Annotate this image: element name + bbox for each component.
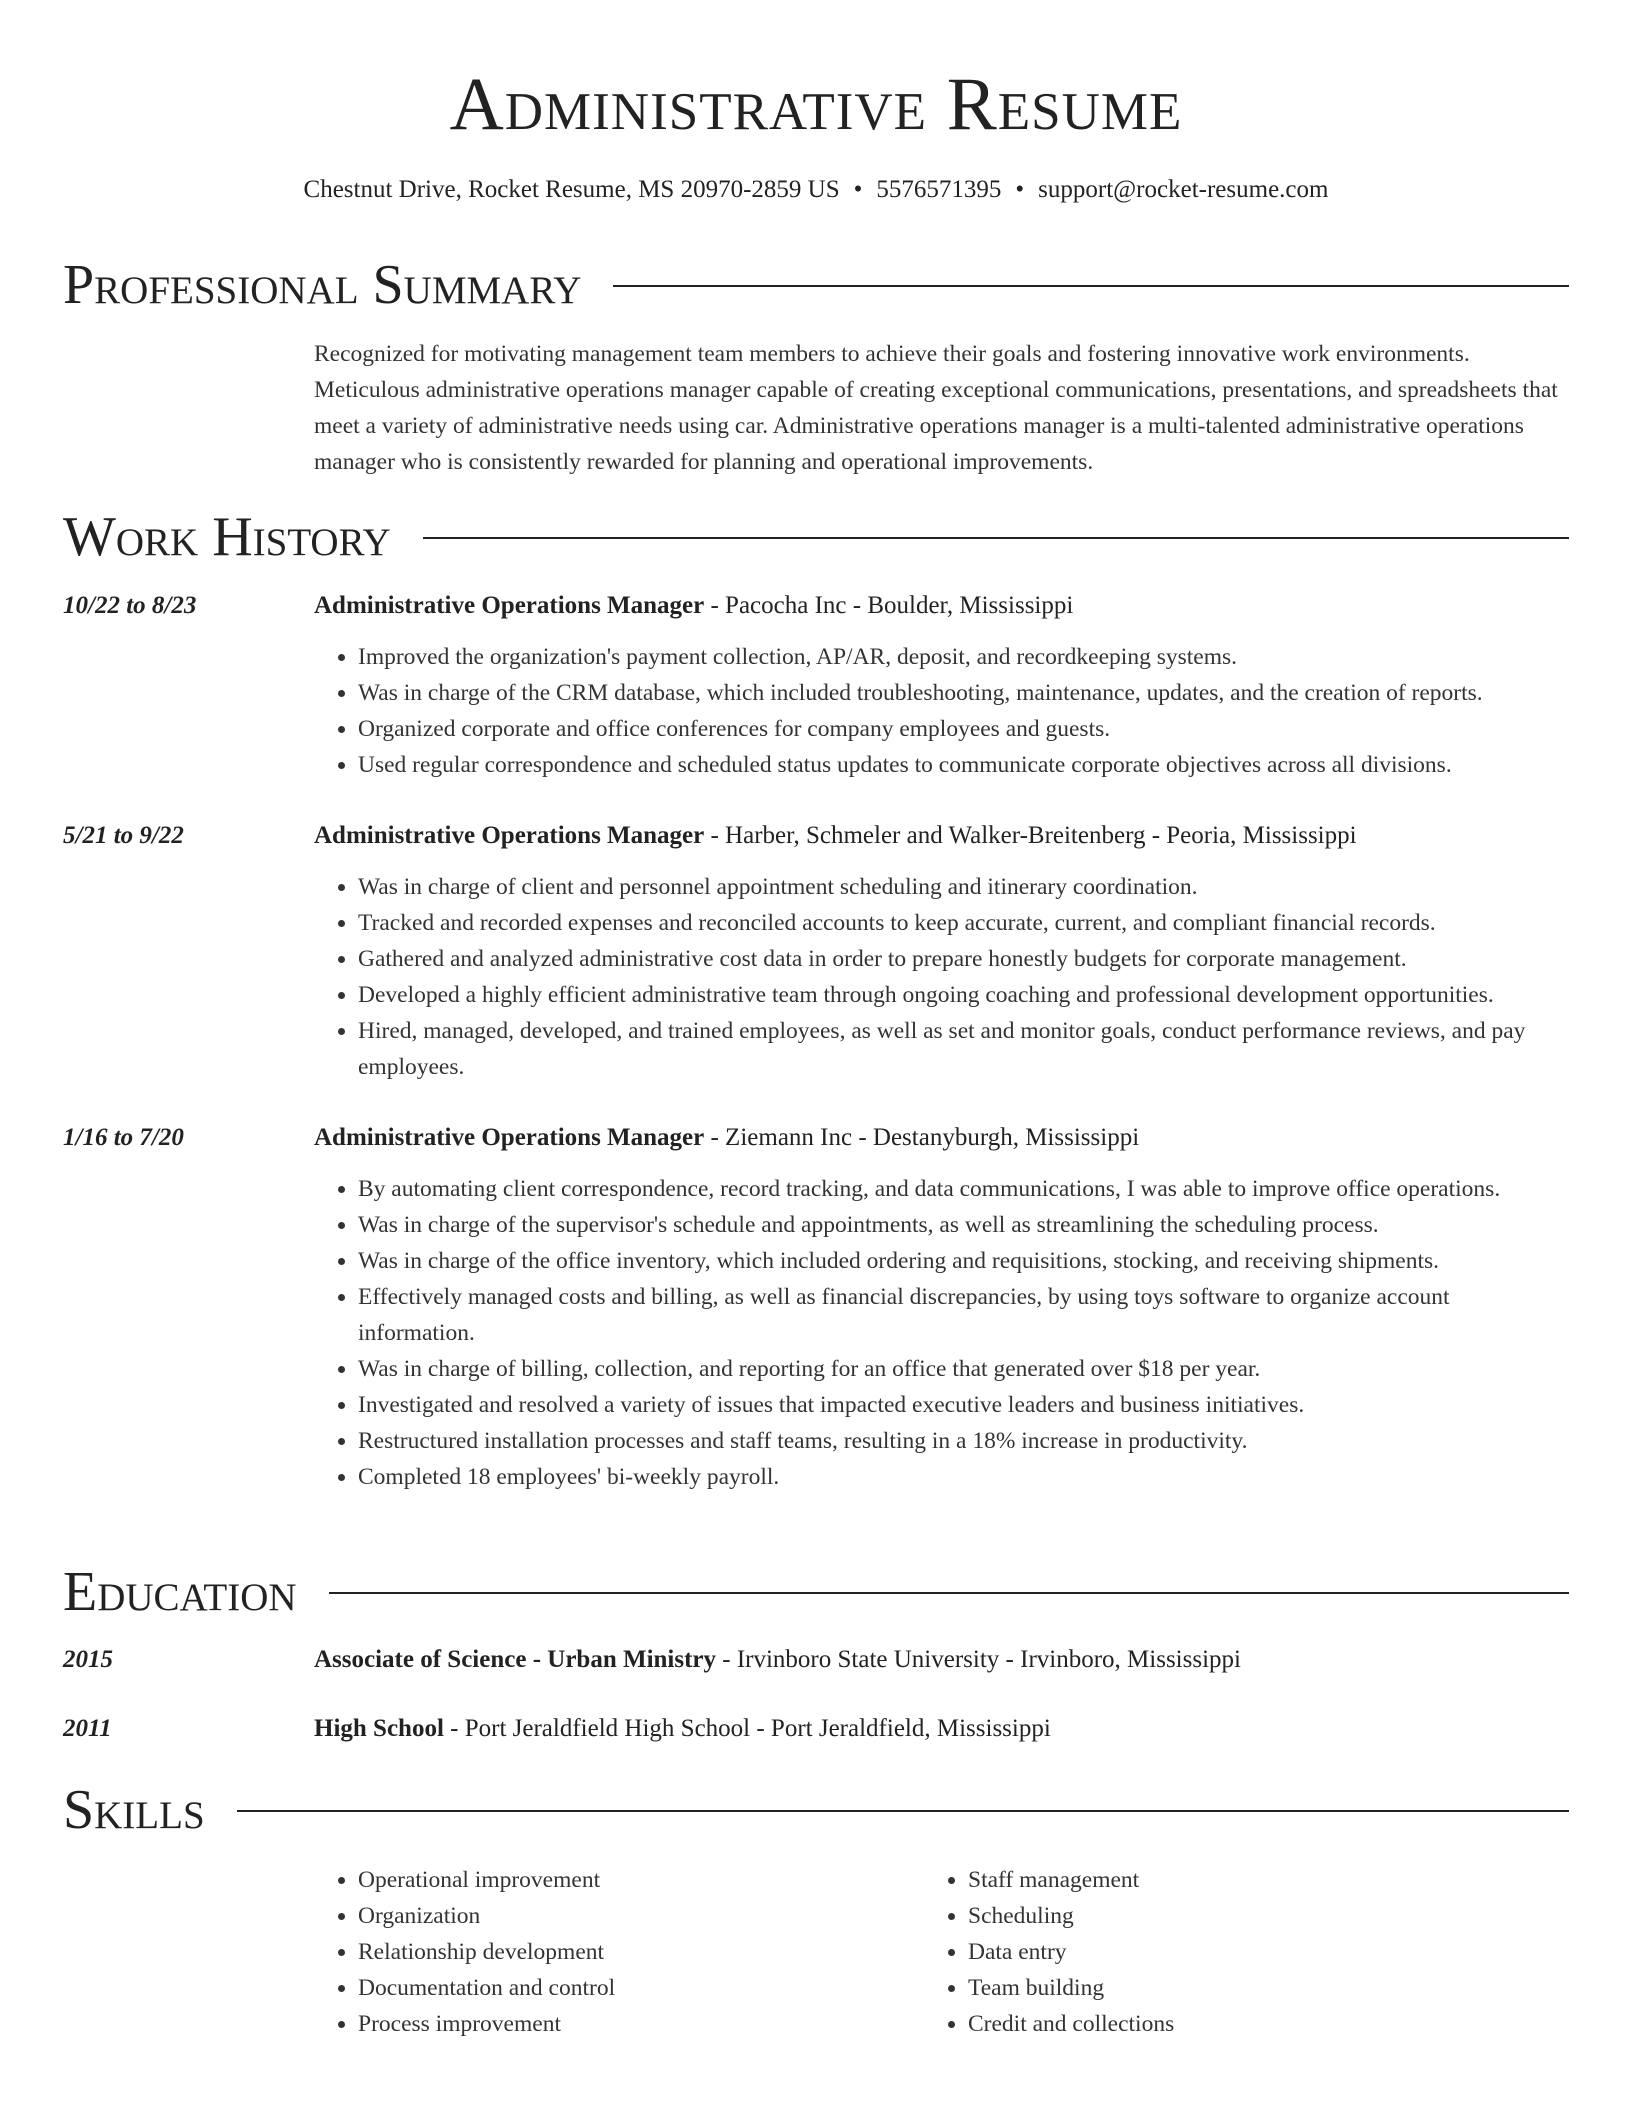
list-item: • Developed a highly efficient administrative team through ongoing coaching and professional development opportunities. bbox=[358, 977, 1569, 1013]
skill-item: • Organization bbox=[358, 1898, 874, 1934]
list-item: • Was in charge of billing, collection, and reporting for an office that generated over $18 per year. bbox=[358, 1351, 1569, 1387]
job-dates: 1/16 to 7/20 bbox=[63, 1124, 184, 1151]
job-dates: 10/22 to 8/23 bbox=[63, 592, 197, 619]
skills-column-left bbox=[314, 1862, 874, 2042]
skill-item: • Documentation and control bbox=[358, 1970, 874, 2006]
section-header-skills bbox=[63, 1775, 1569, 1845]
contact-separator: • bbox=[853, 176, 863, 203]
contact-phone: 5576571395 bbox=[876, 176, 1002, 203]
job-dates: 5/21 to 9/22 bbox=[63, 822, 184, 849]
section-divider bbox=[423, 537, 1569, 539]
list-item: • Tracked and recorded expenses and reconciled accounts to keep accurate, current, and compliant financial records. bbox=[358, 905, 1569, 941]
skill-item: • Process improvement bbox=[358, 2006, 874, 2042]
job-heading bbox=[314, 589, 1569, 623]
education-year: 2011 bbox=[63, 1715, 112, 1742]
job-entry bbox=[314, 1121, 1569, 1495]
list-item: • Restructured installation processes and staff teams, resulting in a 18% increase in productivity. bbox=[358, 1423, 1569, 1459]
job-title: Administrative Operations Manager bbox=[314, 592, 705, 619]
contact-address: Chestnut Drive, Rocket Resume, MS 20970-2859 US bbox=[303, 176, 840, 203]
education-degree: High School bbox=[314, 1715, 444, 1742]
section-header-summary bbox=[63, 250, 1569, 320]
list-item: • Improved the organization's payment collection, AP/AR, deposit, and recordkeeping systems. bbox=[358, 639, 1569, 675]
list-item: • Investigated and resolved a variety of issues that impacted executive leaders and business initiatives. bbox=[358, 1387, 1569, 1423]
contact-separator: • bbox=[1015, 176, 1025, 203]
skill-item: • Operational improvement bbox=[358, 1862, 874, 1898]
education-school: - Irvinboro State University - Irvinboro, Mississippi bbox=[716, 1646, 1241, 1673]
list-item: • Completed 18 employees' bi-weekly payroll. bbox=[358, 1459, 1569, 1495]
job-bullet-list bbox=[314, 869, 1569, 1085]
list-item: • Was in charge of client and personnel appointment scheduling and itinerary coordination. bbox=[358, 869, 1569, 905]
skill-item: • Scheduling bbox=[968, 1898, 1484, 1934]
resume-title: Administrative Resume bbox=[449, 63, 1183, 146]
section-header-education bbox=[63, 1557, 1569, 1627]
section-divider bbox=[329, 1592, 1569, 1594]
skills-list bbox=[924, 1862, 1484, 2042]
skill-item: • Relationship development bbox=[358, 1934, 874, 1970]
list-item: • Gathered and analyzed administrative cost data in order to prepare honestly budgets for corporate management. bbox=[358, 941, 1569, 977]
summary-text: Recognized for motivating management team members to achieve their goals and fostering innovative work environments. Meticulous administrative operations manager capable of creating exceptional communications, presentations, and spreadsheets that meet a variety of administrative needs using car. Administrative operations manager is a multi-talented administrative operations manager who is consistently rewarded for planning and operational improvements. bbox=[314, 341, 1558, 475]
section-title: Education bbox=[63, 1561, 297, 1623]
list-item: • By automating client correspondence, record tracking, and data communications, I was able to improve office operations. bbox=[358, 1171, 1569, 1207]
education-entry bbox=[314, 1643, 1569, 1677]
section-header-work-history bbox=[63, 502, 1569, 572]
list-item: • Was in charge of the CRM database, which included troubleshooting, maintenance, updates, and the creation of reports. bbox=[358, 675, 1569, 711]
skill-item: • Staff management bbox=[968, 1862, 1484, 1898]
education-year: 2015 bbox=[63, 1646, 113, 1673]
job-employer: - Ziemann Inc - Destanyburgh, Mississippi bbox=[704, 1124, 1140, 1151]
list-item: • Hired, managed, developed, and trained employees, as well as set and monitor goals, conduct performance reviews, and pay employees. bbox=[358, 1013, 1569, 1085]
education-school: - Port Jeraldfield High School - Port Jeraldfield, Mississippi bbox=[443, 1715, 1051, 1742]
contact-line bbox=[0, 173, 1632, 207]
skills-list bbox=[314, 1862, 874, 2042]
job-title: Administrative Operations Manager bbox=[314, 1124, 705, 1151]
education-entry bbox=[314, 1712, 1569, 1746]
skill-item: • Data entry bbox=[968, 1934, 1484, 1970]
section-title: Skills bbox=[63, 1779, 205, 1841]
job-bullet-list bbox=[314, 639, 1569, 783]
skills-column-right bbox=[924, 1862, 1484, 2042]
list-item: • Was in charge of the supervisor's schedule and appointments, as well as streamlining the scheduling process. bbox=[358, 1207, 1569, 1243]
job-employer: - Pacocha Inc - Boulder, Mississippi bbox=[704, 592, 1074, 619]
job-bullet-list bbox=[314, 1171, 1569, 1495]
section-title: Work History bbox=[63, 506, 391, 568]
section-divider bbox=[613, 285, 1569, 287]
skill-item: • Team building bbox=[968, 1970, 1484, 2006]
skill-item: • Credit and collections bbox=[968, 2006, 1484, 2042]
education-degree: Associate of Science - Urban Ministry bbox=[314, 1646, 717, 1673]
list-item: • Effectively managed costs and billing, as well as financial discrepancies, by using toys software to organize account information. bbox=[358, 1279, 1569, 1351]
list-item: • Was in charge of the office inventory, which included ordering and requisitions, stocking, and receiving shipments. bbox=[358, 1243, 1569, 1279]
job-entry bbox=[314, 589, 1569, 783]
list-item: • Organized corporate and office conferences for company employees and guests. bbox=[358, 711, 1569, 747]
section-divider bbox=[237, 1810, 1569, 1812]
job-heading bbox=[314, 1121, 1569, 1155]
job-entry bbox=[314, 819, 1569, 1085]
contact-email[interactable]: support@rocket-resume.com bbox=[1038, 176, 1329, 203]
list-item: • Used regular correspondence and scheduled status updates to communicate corporate objectives across all divisions. bbox=[358, 747, 1569, 783]
job-title: Administrative Operations Manager bbox=[314, 822, 705, 849]
job-employer: - Harber, Schmeler and Walker-Breitenberg - Peoria, Mississippi bbox=[704, 822, 1357, 849]
section-title: Professional Summary bbox=[63, 254, 582, 316]
job-heading bbox=[314, 819, 1569, 853]
